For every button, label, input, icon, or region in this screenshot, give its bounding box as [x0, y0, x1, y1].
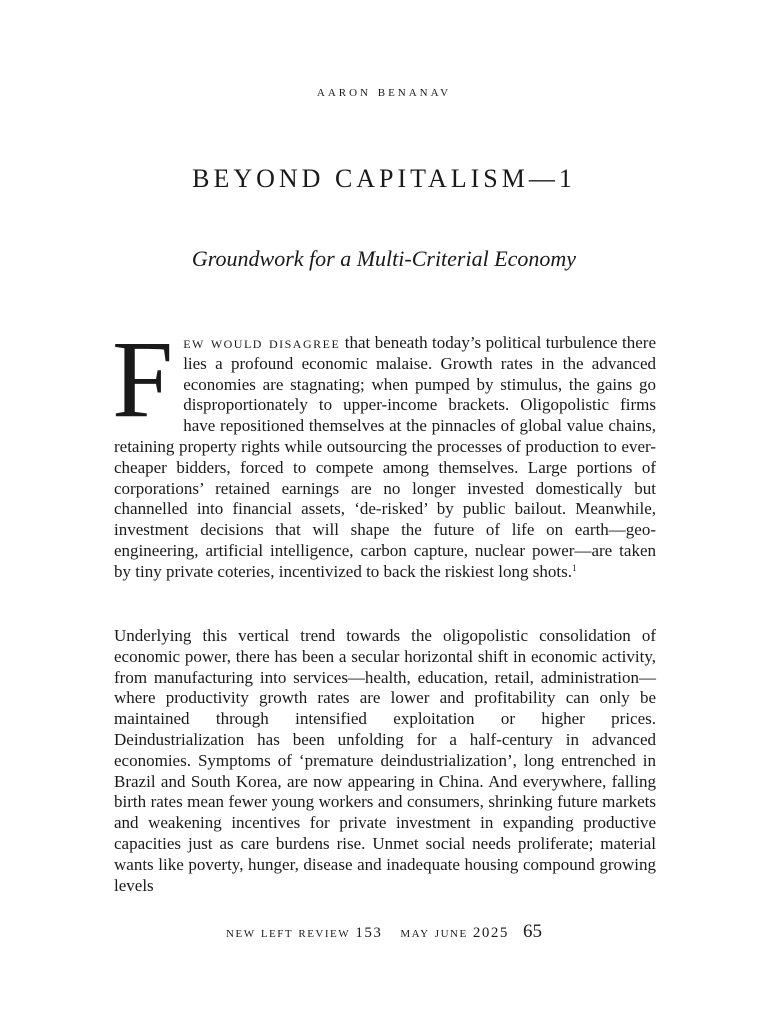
- paragraph-1-text: that beneath today’s political turbulence there lies a profound economic malaise. Growth rates in the advanced economies are stagnating; when pumped by stimulus, the gains go disproportionately to upper-income brackets. Oligopolistic firms have repositioned themselves at the pinnacles of global value chains, retaining property rights while outsourcing the processes of production to ever-cheaper bidders, forced to compete among themselves. Large portions of corporations’ retained earnings are no longer invested domestically but channelled into financial assets, ‘de-risked’ by public bailout. Meanwhile, investment decisions that will shape the future of life on earth—geo-engineering, artificial intelligence, carbon capture, nuclear power—are taken by tiny private coteries, incentivized to back the riskiest long shots.: [114, 333, 656, 581]
- journal-name: new left review 153: [226, 925, 383, 941]
- article-title: BEYOND CAPITALISM—1: [192, 164, 576, 193]
- paragraph-1: [112, 318, 656, 583]
- page-footer: [0, 921, 768, 943]
- drop-cap: F: [112, 318, 174, 440]
- issue-date: may june 2025: [400, 925, 509, 941]
- paragraph-2-text: Underlying this vertical trend towards the oligopolistic consolidation of economic power, there has been a secular horizontal shift in economic activity, from manufacturing into services—health, education, retail, administration—where productivity growth rates are lower and profitability can only be maintained through intensified exploitation or higher prices. Deindustrialization has been unfolding for a half-century in advanced economies. Symptoms of ‘premature deindustrialization’, long entrenched in Brazil and South Korea, are now appearing in China. And everywhere, falling birth rates mean fewer young workers and consumers, shrinking future markets and weakening incentives for private investment in expanding productive capacities just as care burdens rise. Unmet social needs proliferate; material wants like poverty, hunger, disease and inadequate housing compound growing levels: [114, 626, 656, 895]
- lead-in-smallcaps: ew would disagree: [183, 333, 341, 352]
- article-subtitle: Groundwork for a Multi-Criterial Economy: [191, 246, 577, 271]
- author-name: aaron benanav: [316, 84, 452, 100]
- page-number: 65: [522, 921, 542, 942]
- footnote-marker[interactable]: 1: [571, 562, 577, 573]
- paragraph-2: [114, 626, 656, 896]
